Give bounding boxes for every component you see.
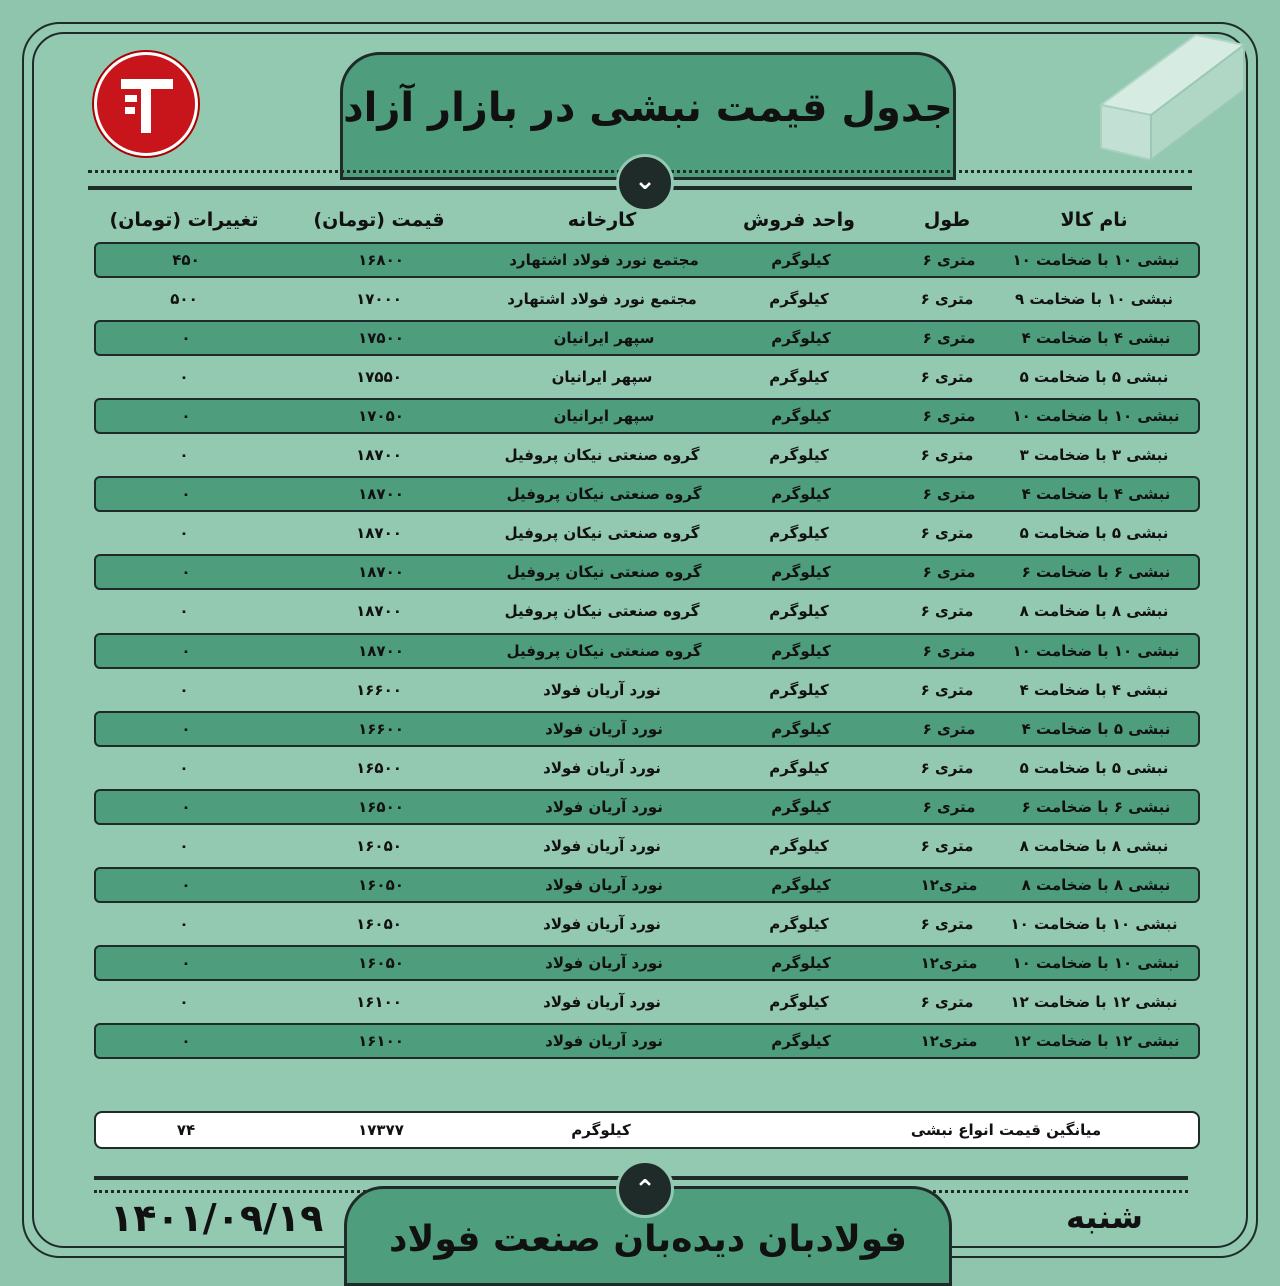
row-unit: کیلوگرم (769, 368, 829, 386)
row-factory: مجتمع نورد فولاد اشتهارد (509, 251, 699, 269)
row-unit: کیلوگرم (769, 915, 829, 933)
table-row (94, 750, 1200, 786)
row-change: ۰ (179, 993, 189, 1011)
row-length: متری ۶ (922, 720, 976, 738)
average-price: ۱۷۳۷۷ (358, 1121, 404, 1139)
chevron-up-icon[interactable]: ⌃ (616, 1160, 674, 1218)
row-length: متری ۶ (922, 642, 976, 660)
row-name: نبشی ۵ با ضخامت ۴ (1021, 720, 1171, 738)
footer-date: ۱۴۰۱/۰۹/۱۹ (110, 1196, 324, 1240)
page-title: جدول قیمت نبشی در بازار آزاد (343, 85, 953, 131)
row-length: متری ۶ (922, 563, 976, 581)
row-change: ۰ (181, 1032, 191, 1050)
header-factory: کارخانه (567, 209, 637, 231)
row-change: ۰ (181, 876, 191, 894)
row-unit: کیلوگرم (771, 798, 831, 816)
row-factory: نورد آریان فولاد (545, 876, 663, 894)
row-change: ۰ (179, 602, 189, 620)
table-row (94, 359, 1200, 395)
row-price: ۱۸۷۰۰ (358, 563, 404, 581)
row-unit: کیلوگرم (771, 407, 831, 425)
row-price: ۱۶۵۰۰ (358, 798, 404, 816)
row-unit: کیلوگرم (769, 681, 829, 699)
row-length: متری ۶ (920, 602, 974, 620)
row-factory: نورد آریان فولاد (543, 915, 661, 933)
row-length: متری ۶ (920, 837, 974, 855)
row-change: ۰ (179, 368, 189, 386)
row-name: نبشی ۸ با ضخامت ۸ (1019, 837, 1169, 855)
row-change: ۰ (181, 329, 191, 347)
row-name: نبشی ۸ با ضخامت ۸ (1019, 602, 1169, 620)
table-row (94, 906, 1200, 942)
table-row (94, 593, 1200, 629)
table-row (94, 789, 1200, 825)
row-unit: کیلوگرم (771, 485, 831, 503)
table-row (94, 672, 1200, 708)
header-unit: واحد فروش (743, 209, 855, 231)
row-factory: نورد آریان فولاد (545, 798, 663, 816)
table-row (94, 515, 1200, 551)
row-factory: سپهر ایرانیان (551, 368, 653, 386)
row-length: متری ۶ (922, 485, 976, 503)
row-name: نبشی ۴ با ضخامت ۴ (1021, 485, 1171, 503)
row-unit: کیلوگرم (771, 876, 831, 894)
row-name: نبشی ۱۰ با ضخامت ۱۰ (1010, 915, 1178, 933)
row-change: ۰ (179, 681, 189, 699)
row-unit: کیلوگرم (769, 446, 829, 464)
row-unit: کیلوگرم (771, 251, 831, 269)
header-length: طول (923, 209, 971, 231)
row-factory: نورد آریان فولاد (543, 759, 661, 777)
row-factory: سپهر ایرانیان (553, 407, 655, 425)
row-factory: نورد آریان فولاد (543, 681, 661, 699)
header-price: قیمت (تومان) (313, 209, 445, 231)
row-unit: کیلوگرم (769, 602, 829, 620)
row-price: ۱۶۰۵۰ (358, 876, 404, 894)
row-factory: نورد آریان فولاد (543, 993, 661, 1011)
row-length: متری ۶ (920, 290, 974, 308)
average-change: ۷۴ (176, 1121, 196, 1139)
row-length: متری ۶ (920, 446, 974, 464)
table-row (94, 437, 1200, 473)
row-name: نبشی ۱۰ با ضخامت ۱۰ (1012, 251, 1180, 269)
row-name: نبشی ۴ با ضخامت ۴ (1021, 329, 1171, 347)
row-change: ۰ (179, 837, 189, 855)
row-unit: کیلوگرم (769, 993, 829, 1011)
footer-day: شنبه (1066, 1198, 1143, 1236)
row-price: ۱۸۷۰۰ (358, 642, 404, 660)
row-factory: نورد آریان فولاد (545, 1032, 663, 1050)
row-price: ۱۸۷۰۰ (356, 602, 402, 620)
row-unit: کیلوگرم (771, 329, 831, 347)
row-unit: کیلوگرم (771, 720, 831, 738)
row-change: ۰ (181, 642, 191, 660)
row-change: ۰ (181, 485, 191, 503)
fooladban-logo-icon (94, 52, 198, 156)
row-length: متری ۶ (920, 524, 974, 542)
row-name: نبشی ۱۰ با ضخامت ۱۰ (1012, 954, 1180, 972)
row-length: متری ۶ (922, 329, 976, 347)
row-factory: گروه صنعتی نیکان پروفیل (506, 485, 702, 503)
row-price: ۱۶۸۰۰ (358, 251, 404, 269)
row-name: نبشی ۴ با ضخامت ۴ (1019, 681, 1169, 699)
row-unit: کیلوگرم (771, 1032, 831, 1050)
row-price: ۱۶۶۰۰ (356, 681, 402, 699)
row-change: ۴۵۰ (172, 251, 200, 269)
row-length: متری۱۲ (920, 954, 978, 972)
row-name: نبشی ۱۲ با ضخامت ۱۲ (1010, 993, 1178, 1011)
table-row (94, 398, 1200, 434)
row-price: ۱۶۰۵۰ (356, 915, 402, 933)
row-name: نبشی ۵ با ضخامت ۵ (1019, 759, 1169, 777)
row-change: ۰ (179, 915, 189, 933)
table-row (94, 320, 1200, 356)
row-factory: نورد آریان فولاد (545, 954, 663, 972)
row-factory: گروه صنعتی نیکان پروفیل (504, 446, 700, 464)
row-factory: نورد آریان فولاد (543, 837, 661, 855)
row-price: ۱۸۷۰۰ (356, 446, 402, 464)
row-change: ۰ (181, 798, 191, 816)
row-factory: سپهر ایرانیان (553, 329, 655, 347)
row-length: متری ۶ (920, 993, 974, 1011)
row-change: ۰ (179, 759, 189, 777)
row-price: ۱۷۵۵۰ (356, 368, 402, 386)
table-row (94, 281, 1200, 317)
table-header (94, 202, 1200, 238)
row-unit: کیلوگرم (769, 759, 829, 777)
row-price: ۱۸۷۰۰ (356, 524, 402, 542)
row-unit: کیلوگرم (771, 954, 831, 972)
row-unit: کیلوگرم (769, 290, 829, 308)
row-unit: کیلوگرم (771, 642, 831, 660)
table-row (94, 867, 1200, 903)
row-name: نبشی ۸ با ضخامت ۸ (1021, 876, 1171, 894)
row-change: ۵۰۰ (170, 290, 198, 308)
row-price: ۱۷۰۵۰ (358, 407, 404, 425)
average-row (94, 1111, 1200, 1149)
row-price: ۱۶۵۰۰ (356, 759, 402, 777)
row-name: نبشی ۶ با ضخامت ۶ (1021, 798, 1171, 816)
table-row (94, 633, 1200, 669)
row-length: متری ۶ (922, 407, 976, 425)
row-change: ۰ (179, 524, 189, 542)
row-price: ۱۶۶۰۰ (358, 720, 404, 738)
table-row (94, 554, 1200, 590)
row-unit: کیلوگرم (771, 563, 831, 581)
row-name: نبشی ۱۰ با ضخامت ۱۰ (1012, 642, 1180, 660)
row-factory: گروه صنعتی نیکان پروفیل (506, 563, 702, 581)
row-factory: نورد آریان فولاد (545, 720, 663, 738)
row-price: ۱۶۱۰۰ (356, 993, 402, 1011)
table-row (94, 984, 1200, 1020)
row-name: نبشی ۶ با ضخامت ۶ (1021, 563, 1171, 581)
row-length: متری ۶ (920, 915, 974, 933)
row-change: ۰ (181, 954, 191, 972)
row-factory: گروه صنعتی نیکان پروفیل (506, 642, 702, 660)
row-price: ۱۶۰۵۰ (358, 954, 404, 972)
row-change: ۰ (181, 407, 191, 425)
row-change: ۰ (181, 563, 191, 581)
row-name: نبشی ۱۰ با ضخامت ۱۰ (1012, 407, 1180, 425)
row-unit: کیلوگرم (769, 524, 829, 542)
header-change: تغییرات (تومان) (109, 209, 259, 231)
row-change: ۰ (179, 446, 189, 464)
row-factory: مجتمع نورد فولاد اشتهارد (507, 290, 697, 308)
row-factory: گروه صنعتی نیکان پروفیل (504, 524, 700, 542)
table-row (94, 711, 1200, 747)
footer-brand: فولادبان دیده‌بان صنعت فولاد (389, 1219, 907, 1260)
row-name: نبشی ۳ با ضخامت ۳ (1019, 446, 1169, 464)
row-price: ۱۷۰۰۰ (356, 290, 402, 308)
row-name: نبشی ۱۰ با ضخامت ۹ (1015, 290, 1173, 308)
row-factory: گروه صنعتی نیکان پروفیل (504, 602, 700, 620)
row-length: متری ۶ (922, 251, 976, 269)
row-price: ۱۶۰۵۰ (356, 837, 402, 855)
average-unit: کیلوگرم (571, 1121, 631, 1139)
table-row (94, 242, 1200, 278)
row-length: متری ۶ (922, 798, 976, 816)
row-length: متری ۶ (920, 368, 974, 386)
row-length: متری۱۲ (920, 1032, 978, 1050)
row-price: ۱۷۵۰۰ (358, 329, 404, 347)
row-length: متری ۶ (920, 681, 974, 699)
table-row (94, 476, 1200, 512)
steel-angle-icon (1096, 30, 1246, 165)
table-row (94, 828, 1200, 864)
table-row (94, 1023, 1200, 1059)
table-row (94, 945, 1200, 981)
chevron-down-icon[interactable]: ⌄ (616, 154, 674, 212)
average-label: میانگین قیمت انواع نبشی (910, 1121, 1102, 1139)
row-change: ۰ (181, 720, 191, 738)
row-price: ۱۶۱۰۰ (358, 1032, 404, 1050)
row-unit: کیلوگرم (769, 837, 829, 855)
row-length: متری ۶ (920, 759, 974, 777)
row-length: متری۱۲ (920, 876, 978, 894)
row-name: نبشی ۱۲ با ضخامت ۱۲ (1012, 1032, 1180, 1050)
row-price: ۱۸۷۰۰ (358, 485, 404, 503)
row-name: نبشی ۵ با ضخامت ۵ (1019, 524, 1169, 542)
row-name: نبشی ۵ با ضخامت ۵ (1019, 368, 1169, 386)
header-name: نام کالا (1060, 209, 1128, 231)
